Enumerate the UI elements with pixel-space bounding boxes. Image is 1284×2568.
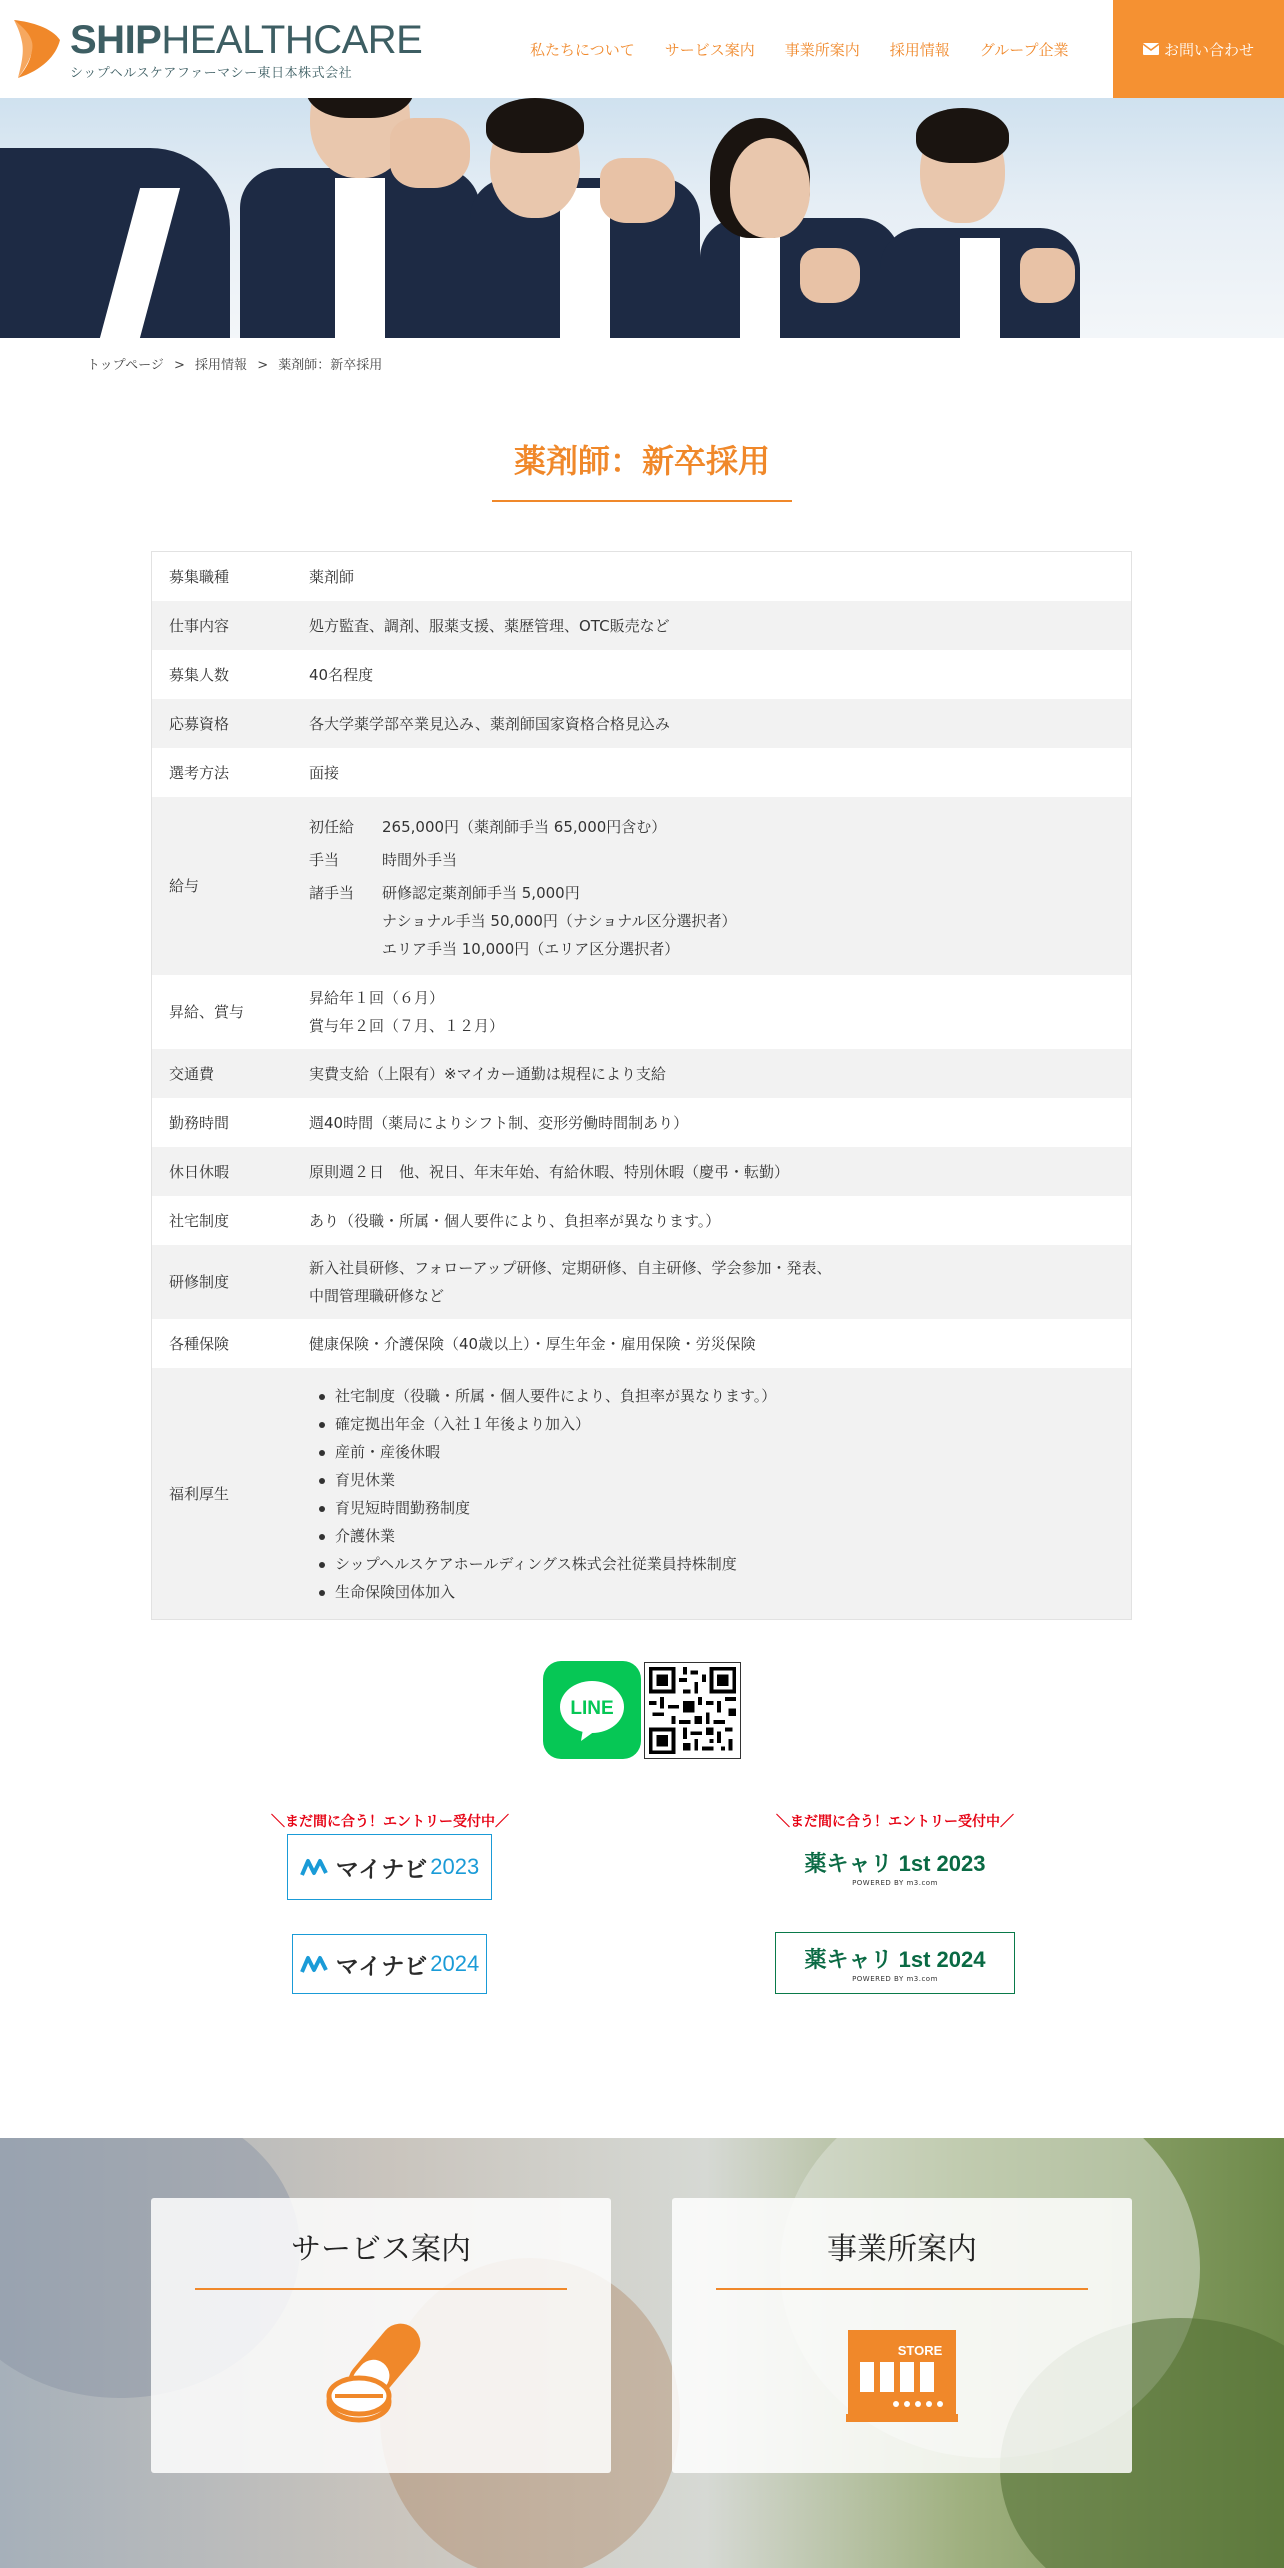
row-value: 処方監査、調剤、服薬支援、薬歴管理、OTC販売など: [309, 616, 670, 635]
line-logo-text: LINE: [570, 1698, 614, 1719]
table-row: [152, 748, 1131, 797]
row-value: 原則週２日 他、祝日、年末年始、有給休暇、特別休暇（慶弔・転勤）: [309, 1162, 790, 1181]
salary-key: 初任給: [309, 818, 355, 836]
contact-button[interactable]: [1113, 0, 1284, 98]
logo-title: [70, 18, 422, 63]
logo-title-light: HEALTHCARE: [161, 18, 423, 62]
table-row: [152, 650, 1131, 699]
row-value: 各大学薬学部卒業見込み、薬剤師国家資格合格見込み: [309, 714, 670, 733]
main-nav: [530, 0, 1099, 98]
site-logo[interactable]: [12, 18, 423, 82]
entry-caption: ＼まだ間に合う！エントリー受付中／: [776, 1814, 1014, 1830]
hero-person-3: [470, 98, 700, 338]
row-label: 選考方法: [169, 763, 230, 782]
salary-value: ナショナル手当 50,000円（ナショナル区分選択者）: [382, 912, 737, 930]
row-value-line: 中間管理職研修など: [309, 1287, 445, 1305]
service-card[interactable]: [151, 2198, 611, 2473]
mynavi-logo-icon: [300, 1954, 330, 1974]
breadcrumb: [87, 354, 388, 373]
title-underline: [492, 500, 792, 502]
salary-line: [309, 846, 1131, 874]
yakkyari-name: 薬キャリ: [804, 1851, 893, 1876]
salary-value: エリア手当 10,000円（エリア区分選択者）: [382, 940, 680, 958]
breadcrumb-current: 薬剤師：新卒採用: [278, 358, 383, 373]
row-value: 週40時間（薬局によりシフト制、変形労働時間制あり）: [309, 1113, 689, 1132]
entry-caption: ＼まだ間に合う！エントリー受付中／: [271, 1814, 509, 1830]
list-item: 育児休業: [309, 1466, 1131, 1494]
row-value: [309, 1245, 1131, 1319]
yakkyari-2024-banner[interactable]: [775, 1932, 1015, 1994]
salary-value: 265,000円（薬剤師手当 65,000円含む）: [382, 818, 667, 836]
list-item: 介護休業: [309, 1522, 1131, 1550]
hero-person-2: [240, 98, 480, 338]
card-underline: [716, 2288, 1088, 2290]
table-row: [152, 975, 1131, 1049]
row-label: 勤務時間: [169, 1113, 230, 1132]
nav-item-group[interactable]: グループ企業: [979, 40, 1069, 59]
logo-subtitle: シップヘルスケアファーマシー東日本株式会社: [70, 66, 353, 81]
welfare-list-wrap: [309, 1368, 1131, 1619]
service-card-title: サービス案内: [291, 2232, 471, 2267]
yakkyari-year: 1st 2024: [898, 1947, 986, 1972]
nav-item-recruit[interactable]: 採用情報: [889, 40, 950, 59]
salary-value: 時間外手当: [382, 851, 458, 869]
salary-key: 諸手当: [309, 884, 355, 902]
list-item: 産前・産後休暇: [309, 1438, 1131, 1466]
mail-icon: [1143, 43, 1159, 55]
list-item: 社宅制度（役職・所属・個人要件により、負担率が異なります。）: [309, 1382, 1131, 1410]
row-value-line: 昇給年１回（６月）: [309, 989, 445, 1007]
line-qr-code[interactable]: [644, 1662, 741, 1759]
row-value: 面接: [309, 763, 340, 782]
yakkyari-title: [805, 1943, 986, 1974]
mynavi-2024-banner[interactable]: [292, 1934, 487, 1994]
row-label: 応募資格: [169, 714, 230, 733]
office-card-title: 事業所案内: [827, 2232, 977, 2267]
table-row: [152, 1098, 1131, 1147]
row-value: [309, 975, 1131, 1049]
row-label: 昇給、賞与: [169, 1003, 245, 1021]
mynavi-logo-icon: [300, 1857, 330, 1877]
hero-person-5: [880, 98, 1080, 338]
breadcrumb-recruit[interactable]: 採用情報: [195, 358, 248, 373]
table-row-welfare: [152, 1368, 1131, 1619]
nav-item-offices[interactable]: 事業所案内: [784, 40, 860, 59]
logo-mark-icon: [12, 18, 62, 80]
row-label: 休日休暇: [169, 1162, 230, 1181]
hero-person-1: [0, 98, 230, 338]
row-label: 募集人数: [169, 665, 230, 684]
table-row-salary: [152, 797, 1131, 975]
row-label: 研修制度: [169, 1273, 230, 1291]
breadcrumb-separator: >: [257, 358, 269, 373]
salary-key: 手当: [309, 851, 340, 869]
row-value-line: 新入社員研修、フォローアップ研修、定期研修、自主研修、学会参加・発表、: [309, 1259, 832, 1277]
row-label: 募集職種: [169, 567, 230, 586]
row-label: 仕事内容: [169, 616, 230, 635]
welfare-list: [309, 1382, 1131, 1606]
salary-value: 研修認定薬剤師手当 5,000円: [382, 884, 580, 902]
logo-title-bold: SHIP: [70, 18, 162, 62]
yakkyari-powered: POWERED BY m3.com: [852, 1879, 938, 1887]
breadcrumb-separator: >: [173, 358, 185, 373]
table-row: [152, 1147, 1131, 1196]
row-value: 健康保険・介護保険（40歳以上）・厚生年金・雇用保険・労災保険: [309, 1334, 756, 1353]
salary-details: [309, 797, 1131, 975]
list-item: シップヘルスケアホールディングス株式会社従業員持株制度: [309, 1550, 1131, 1578]
table-row: [152, 1049, 1131, 1098]
row-label: 福利厚生: [169, 1484, 230, 1503]
breadcrumb-home[interactable]: トップページ: [87, 358, 164, 373]
nav-item-about[interactable]: 私たちについて: [530, 40, 635, 59]
row-value: あり（役職・所属・個人要件により、負担率が異なります。）: [309, 1211, 721, 1230]
yakkyari-name: 薬キャリ: [804, 1947, 893, 1972]
row-value: 実費支給（上限有）※マイカー通勤は規程により支給: [309, 1064, 666, 1083]
yakkyari-title: [805, 1847, 986, 1878]
salary-line: [309, 813, 1131, 841]
row-value: 薬剤師: [309, 567, 355, 586]
nav-item-services[interactable]: サービス案内: [664, 40, 755, 59]
contact-button-label: お問い合わせ: [1163, 40, 1254, 59]
site-header: [0, 0, 1284, 98]
mynavi-name: マイナビ: [335, 1952, 428, 1979]
table-row: [152, 601, 1131, 650]
bottom-links-section: [0, 2138, 1284, 2568]
recruit-info-table: [151, 551, 1132, 1620]
table-row: [152, 699, 1131, 748]
salary-line: [309, 879, 1131, 963]
row-label: 社宅制度: [169, 1211, 230, 1230]
line-logo-icon[interactable]: [543, 1661, 641, 1759]
store-label: STORE: [897, 2343, 943, 2358]
table-row: [152, 1319, 1131, 1368]
row-label: 各種保険: [169, 1334, 230, 1353]
mynavi-year: 2024: [430, 1951, 480, 1976]
table-row: [152, 1245, 1131, 1319]
office-card[interactable]: [672, 2198, 1132, 2473]
row-value-line: 賞与年２回（７月、１２月）: [309, 1017, 505, 1035]
yakkyari-powered: POWERED BY m3.com: [852, 1975, 938, 1983]
list-item: 確定拠出年金（入社１年後より加入）: [309, 1410, 1131, 1438]
yakkyari-2023-banner[interactable]: [780, 1834, 1010, 1900]
capsule-icon: [325, 2322, 437, 2426]
mynavi-name: マイナビ: [335, 1855, 428, 1882]
row-value: 40名程度: [309, 665, 374, 684]
list-item: 生命保険団体加入: [309, 1578, 1131, 1606]
yakkyari-year: 1st 2023: [898, 1851, 986, 1876]
mynavi-year: 2023: [430, 1854, 480, 1879]
card-underline: [195, 2288, 567, 2290]
hero-person-4: [700, 98, 900, 338]
row-label: 交通費: [169, 1064, 215, 1083]
list-item: 育児短時間勤務制度: [309, 1494, 1131, 1522]
row-label: 給与: [169, 877, 200, 895]
table-row: [152, 552, 1131, 601]
table-row: [152, 1196, 1131, 1245]
hero-image: [0, 98, 1284, 338]
page-title: 薬剤師：新卒採用: [513, 442, 770, 480]
mynavi-2023-banner[interactable]: [287, 1834, 492, 1900]
store-icon: [846, 2322, 958, 2426]
